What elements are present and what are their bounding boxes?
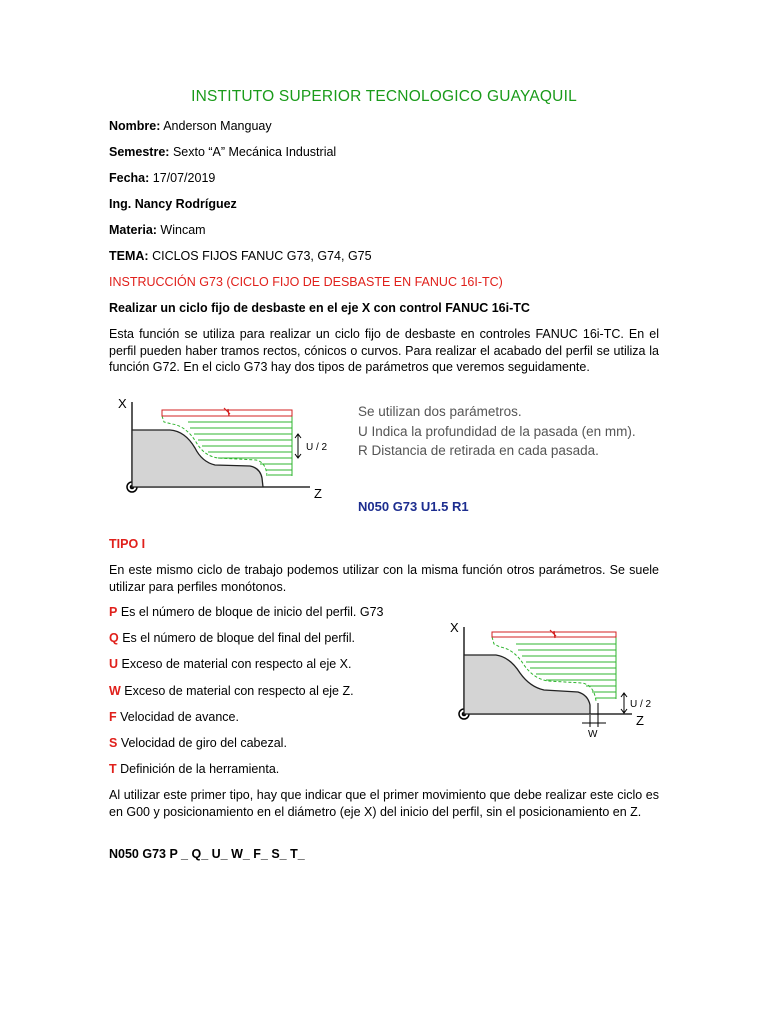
semestre-value: Sexto “A” Mecánica Industrial (172, 145, 337, 159)
figure1-dim-label: U / 2 (306, 442, 328, 453)
nombre-line (109, 119, 272, 133)
document-title: INSTITUTO SUPERIOR TECNOLOGICO GUAYAQUIL (191, 88, 577, 105)
intro-paragraph (109, 326, 659, 376)
tipo-heading: TIPO I (109, 537, 146, 551)
final-code: N050 G73 P _ Q_ U_ W_ F_ S_ T_ (109, 847, 305, 861)
param-text: Es el número de bloque de inicio del perfil. G73 (120, 605, 384, 619)
tema-value: CICLOS FIJOS FANUC G73, G74, G75 (152, 249, 372, 263)
param-item (109, 736, 287, 750)
figure1-z-label: Z (314, 486, 322, 501)
param-item (109, 631, 355, 645)
param-item (109, 657, 352, 671)
param-item (109, 762, 279, 776)
closing-paragraph (109, 787, 659, 820)
nombre-value: Anderson Manguay (163, 119, 272, 133)
instruccion-heading: INSTRUCCIÓN G73 (CICLO FIJO DE DESBASTE EN FANUC 16I-TC) (109, 275, 503, 289)
param-item (109, 684, 354, 698)
param-letter: Q (109, 631, 119, 645)
figure2-dim-w: W (588, 729, 598, 740)
param-letter: T (109, 762, 117, 776)
tema-label: TEMA: (109, 249, 149, 263)
figure2-part (464, 655, 590, 714)
param-item (109, 710, 239, 724)
param-letter: S (109, 736, 118, 750)
materia-line (109, 223, 206, 237)
figure2-z-label: Z (636, 713, 644, 728)
semestre-line (109, 145, 336, 159)
param-letter: F (109, 710, 117, 724)
section-subtitle: Realizar un ciclo fijo de desbaste en el eje X con control FANUC 16i-TC (109, 301, 530, 315)
materia-label: Materia: (109, 223, 157, 237)
param-item (109, 605, 384, 619)
figure1-text-line: U Indica la profundidad de la pasada (en mm). (358, 423, 636, 439)
param-letter: W (109, 684, 121, 698)
param-text: Velocidad de giro del cabezal. (120, 736, 287, 750)
nombre-label: Nombre: (109, 119, 161, 133)
figure1-diagram (110, 390, 340, 505)
figure1-text-line: Se utilizan dos parámetros. (358, 404, 522, 419)
intro-text: Esta función se utiliza para realizar un ciclo fijo de desbaste en controles FANUC 16i-TC. En el perfil pueden haber tramos rectos, cónicos o curvos. Para realizar el acabado del perfil se utiliza la función G72. En el ciclo G73 hay dos tipos de parámetros que veremos seguidamente. (109, 327, 659, 374)
materia-value: Wincam (160, 223, 206, 237)
param-text: Velocidad de avance. (120, 710, 239, 724)
semestre-label: Semestre: (109, 145, 170, 159)
param-text: Definición de la herramienta. (120, 762, 280, 776)
tipo-text: En este mismo ciclo de trabajo podemos utilizar con la misma función otros parámetros. Se suele utilizar para perfiles monótonos. (109, 563, 659, 594)
figure1-text (358, 402, 636, 461)
fecha-label: Fecha: (109, 171, 150, 185)
param-letter: U (109, 657, 119, 671)
figure2-diagram (420, 615, 660, 740)
figure2-dim-u: U / 2 (630, 699, 652, 710)
figure2-x-label: X (450, 620, 459, 635)
param-text: Exceso de material con respecto al eje Z. (124, 684, 354, 698)
figure1-x-label: X (118, 396, 127, 411)
figure1-text-line: R Distancia de retirada en cada pasada. (358, 443, 599, 458)
param-text: Exceso de material con respecto al eje X. (121, 657, 352, 671)
fecha-value: 17/07/2019 (152, 171, 216, 185)
tipo-paragraph (109, 562, 659, 595)
closing-text: Al utilizar este primer tipo, hay que indicar que el primer movimiento que debe realizar este ciclo es en G00 y posicionamiento en el diámetro (eje X) del inicio del perfil, sin el posicionamiento en Z. (109, 788, 659, 819)
param-text: Es el número de bloque del final del perfil. (122, 631, 356, 645)
param-letter: P (109, 605, 118, 619)
tema-line (109, 249, 372, 263)
fecha-line (109, 171, 215, 185)
figure1-code: N050 G73 U1.5 R1 (358, 499, 469, 514)
ing-line: Ing. Nancy Rodríguez (109, 197, 237, 211)
